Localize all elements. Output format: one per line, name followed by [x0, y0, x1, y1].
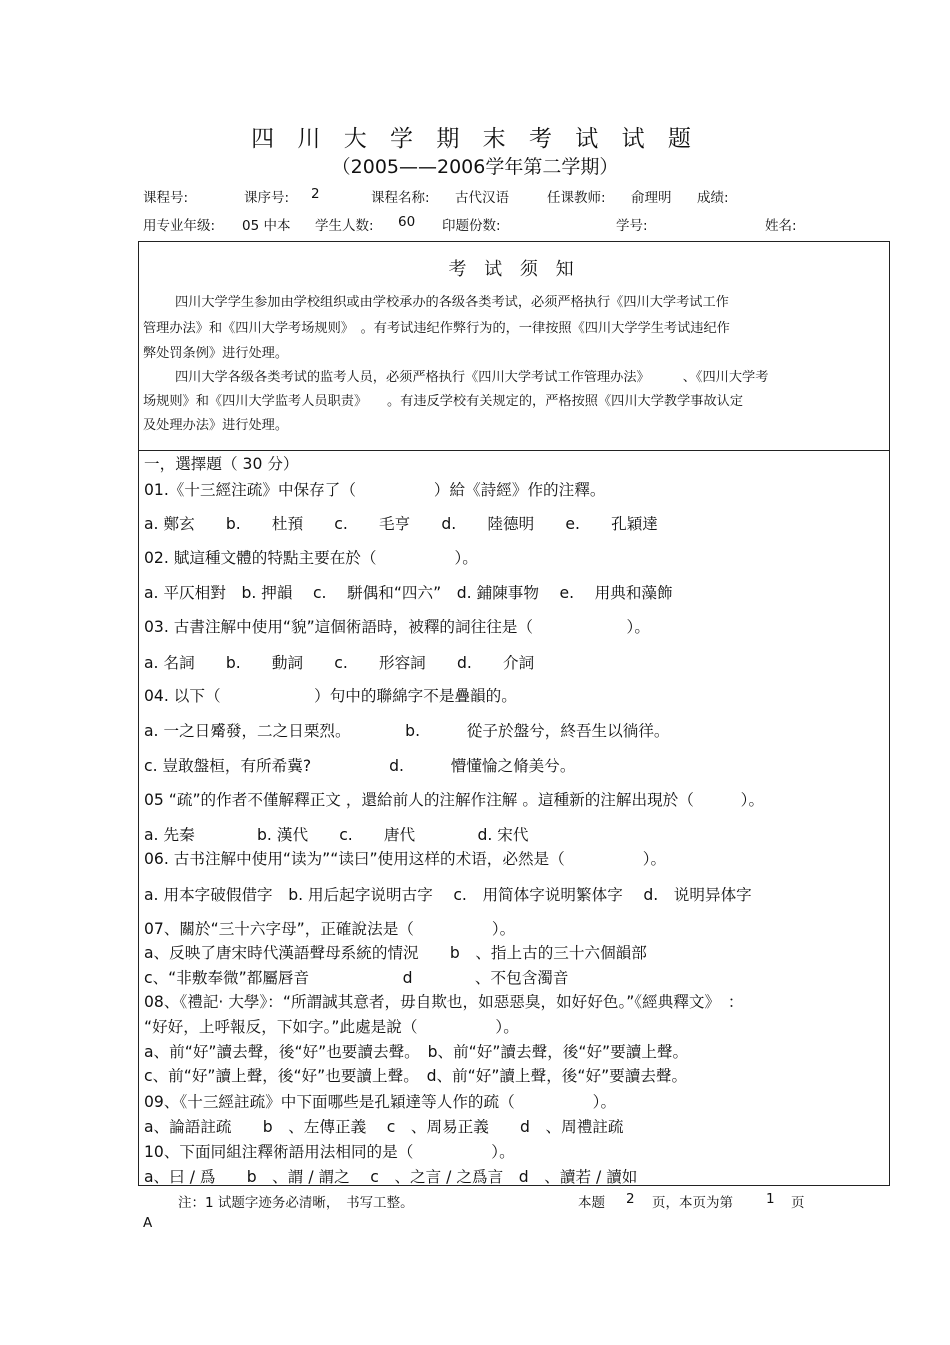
- page-title: 四 川 大 学 期 末 考 试 试 题: [251, 126, 699, 152]
- question-options: a. 一之日觱發，二之日栗烈。 b. 從子於盤兮，終吾生以徜徉。: [144, 722, 670, 740]
- question-stem: 05 “疏”的作者不僅解釋正文 ，還給前人的注解作注解 。這種新的注解出現於（ ）。: [144, 791, 765, 809]
- question-options: c. 豈敢盤桓，有所希冀? d. 懵懂惀之脩美兮。: [144, 757, 576, 775]
- question-options: a. 鄭玄 b. 杜預 c. 毛亨 d. 陸德明 e. 孔穎達: [144, 515, 658, 533]
- question-stem: 07、關於“三十六字母”，正確說法是（ ）。: [144, 920, 516, 938]
- footer-page-label: 页，本页为第: [652, 1195, 733, 1211]
- course-info-field: 俞理明: [631, 190, 672, 206]
- course-info-field: 2: [311, 186, 320, 202]
- student-info-field: 学号:: [616, 218, 648, 234]
- question-stem: 08、《禮記· 大學》：“所謂誠其意者，毋自欺也，如惡惡臭，如好好色。”《經典釋文》 ：: [144, 993, 744, 1011]
- question-options: a、曰 / 爲 b 、謂 / 謂之 c 、之言 / 之爲言 d 、讀若 / 讀如: [144, 1168, 638, 1186]
- student-info-field: 姓名:: [765, 218, 797, 234]
- notice-line: 弊处罚条例》进行处理。: [143, 346, 289, 361]
- notice-line: 场规则》和《四川大学监考人员职责》 。有违反学校有关规定的，严格按照《四川大学教学事故认定: [143, 394, 744, 409]
- student-info-field: 学生人数:: [315, 218, 374, 234]
- section-heading: 一，選擇題（ 30 分）: [144, 455, 299, 473]
- course-info-field: 任课教师:: [547, 190, 606, 206]
- notice-line: 四川大学各级各类考试的监考人员，必须严格执行《四川大学考试工作管理办法》 、《四川大学考: [175, 370, 769, 385]
- question-options: a、前“好”讀去聲，後“好”也要讀去聲。 b、前“好”讀去聲，後“好”要讀上聲。: [144, 1043, 689, 1061]
- footer-current-page: 1: [766, 1191, 775, 1207]
- question-options: a、論語註疏 b 、左傳正義 c 、周易正義 d 、周禮註疏: [144, 1118, 624, 1136]
- exam-notice-box: [138, 241, 890, 451]
- notice-line: 四川大学学生参加由学校组织或由学校承办的各级各类考试，必须严格执行《四川大学考试工作: [175, 295, 729, 310]
- question-options: a. 名詞 b. 動詞 c. 形容詞 d. 介詞: [144, 654, 535, 672]
- course-info-field: 课程名称:: [371, 190, 430, 206]
- footer-page-label: 页: [791, 1195, 805, 1211]
- footer-total-pages: 2: [626, 1191, 635, 1207]
- question-stem: 09、《十三經註疏》中下面哪些是孔穎達等人作的疏（ ）。: [144, 1093, 617, 1111]
- question-options: a、反映了唐宋時代漢語聲母系統的情況 b 、指上古的三十六個韻部: [144, 944, 647, 962]
- notice-line: 及处理办法》进行处理。: [143, 418, 289, 433]
- footer-page-label: 本题: [578, 1195, 605, 1211]
- course-info-field: 课序号:: [244, 190, 290, 206]
- question-stem: 10、下面同組注釋術語用法相同的是（ ）。: [144, 1143, 515, 1161]
- question-options: a. 先秦 b. 漢代 c. 唐代 d. 宋代: [144, 826, 529, 844]
- paper-version: A: [143, 1215, 153, 1231]
- student-info-field: 印题份数:: [442, 218, 501, 234]
- question-options: a. 平仄相對 b. 押韻 c. 駢偶和“四六” d. 鋪陳事物 e. 用典和藻飾: [144, 584, 673, 602]
- notice-line: 管理办法》和《四川大学考场规则》 。有考试违纪作弊行为的，一律按照《四川大学学生考试违纪作: [143, 321, 730, 336]
- course-info-field: 成绩:: [697, 190, 729, 206]
- question-stem: 02. 賦這種文體的特點主要在於（ ）。: [144, 549, 478, 567]
- question-options: a. 用本字破假借字 b. 用后起字说明古字 c. 用简体字说明繁体字 d. 说明异体字: [144, 886, 752, 904]
- page-subtitle: （2005——2006学年第二学期）: [331, 156, 619, 178]
- student-info-field: 60: [398, 214, 416, 230]
- question-stem: 04. 以下（ ）句中的聯綿字不是疊韻的。: [144, 687, 517, 705]
- question-options: c、“非敷奉微”都屬唇音 d 、不包含濁音: [144, 969, 569, 987]
- course-info-field: 课程号:: [143, 190, 189, 206]
- notice-title: 考 试 须 知: [448, 259, 580, 280]
- footer-note: 注：1 试题字迹务必清晰， 书写工整。: [178, 1195, 414, 1211]
- student-info-field: 05 中本: [242, 218, 291, 234]
- question-stem: 03. 古書注解中使用“貌”這個術語時，被釋的詞往往是（ ）。: [144, 618, 650, 636]
- question-stem: 06. 古书注解中使用“读为”“读曰”使用这样的术语，必然是（ ）。: [144, 850, 667, 868]
- student-info-field: 用专业年级:: [143, 218, 216, 234]
- course-info-field: 古代汉语: [455, 190, 509, 206]
- questions-box: [138, 450, 890, 1186]
- question-options: c、前“好”讀上聲，後“好”也要讀上聲。 d、前“好”讀上聲，後“好”要讀去聲。: [144, 1067, 688, 1085]
- question-stem: “好好，上呼報反，下如字。”此處是說（ ）。: [144, 1018, 519, 1036]
- question-stem: 01.《十三經注疏》中保存了（ ）給《詩經》作的注釋。: [144, 481, 606, 499]
